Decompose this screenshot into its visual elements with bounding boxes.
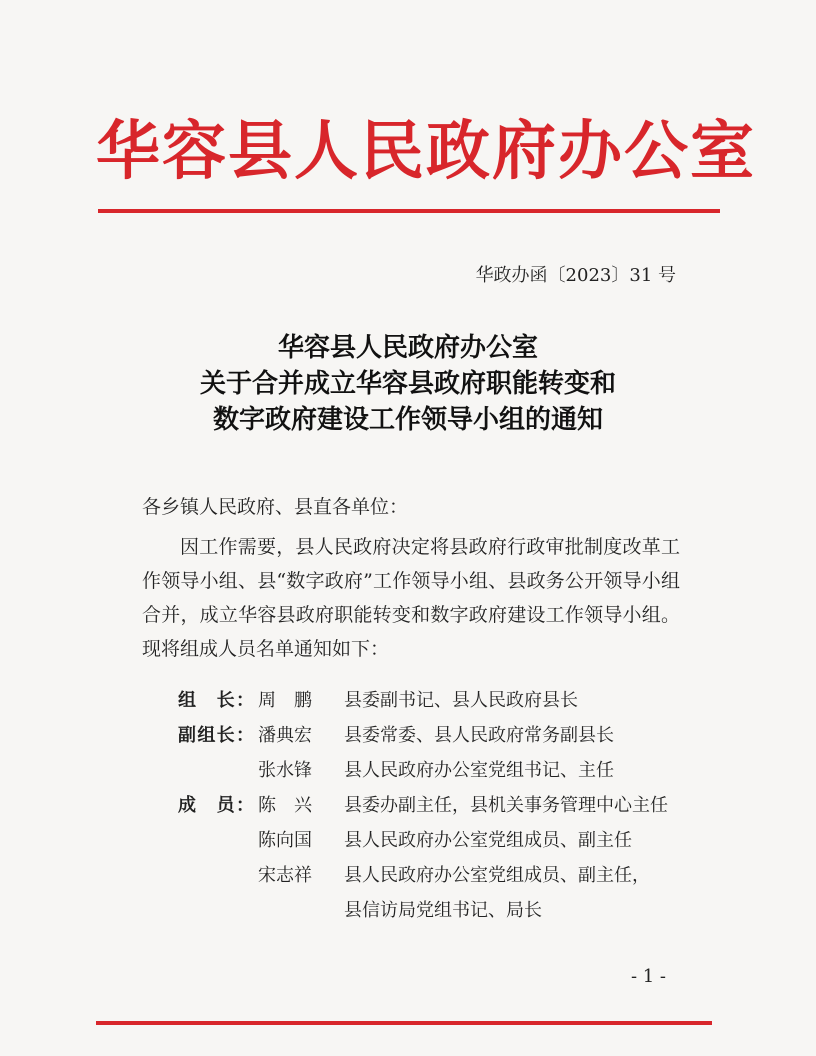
notice-title bbox=[96, 330, 720, 438]
roster-role: 组 长： bbox=[178, 690, 254, 711]
roster-name: 陈向国 bbox=[258, 830, 312, 851]
roster-role: 副组长： bbox=[178, 725, 254, 746]
roster-row bbox=[178, 788, 688, 823]
roster-role bbox=[178, 893, 258, 928]
roster-row bbox=[178, 683, 688, 718]
masthead-agency-name: 华容县人民政府办公室 bbox=[96, 115, 756, 189]
page-number: - 1 - bbox=[630, 966, 666, 987]
roster-role bbox=[178, 858, 258, 893]
roster-name bbox=[258, 893, 344, 928]
title-line: 华容县人民政府办公室 bbox=[277, 333, 538, 363]
title-line: 关于合并成立华容县政府职能转变和 bbox=[199, 369, 616, 399]
roster-name: 张水锋 bbox=[258, 760, 312, 781]
roster-row bbox=[178, 753, 688, 788]
roster-role bbox=[178, 823, 258, 858]
roster-duty: 县信访局党组书记、局长 bbox=[344, 900, 542, 921]
masthead-red-rule bbox=[98, 209, 720, 213]
salutation: 各乡镇人民政府、县直各单位： bbox=[142, 496, 409, 518]
roster-name: 宋志祥 bbox=[258, 865, 312, 886]
roster-duty: 县人民政府办公室党组成员、副主任 bbox=[344, 830, 632, 851]
roster-row bbox=[178, 858, 688, 893]
roster-name: 陈 兴 bbox=[258, 795, 312, 816]
roster-duty: 县委办副主任，县机关事务管理中心主任 bbox=[344, 795, 668, 816]
member-roster bbox=[178, 683, 688, 928]
notice-body bbox=[142, 490, 680, 666]
roster-row bbox=[178, 718, 688, 753]
roster-role bbox=[178, 753, 258, 788]
body-paragraph: 因工作需要，县人民政府决定将县政府行政审批制度改革工作领导小组、县“数字政府”工作领导小组、县政务公开领导小组合并，成立华容县政府职能转变和数字政府建设工作领导小组。现将组成人员名单通知如下： bbox=[142, 536, 680, 660]
roster-row bbox=[178, 823, 688, 858]
document-number: 华政办函〔2023〕31 号 bbox=[475, 265, 676, 286]
roster-duty: 县委副书记、县人民政府县长 bbox=[344, 690, 578, 711]
footer-red-rule bbox=[96, 1021, 712, 1025]
roster-role: 成 员： bbox=[178, 795, 254, 816]
roster-name: 周 鹏 bbox=[258, 690, 312, 711]
roster-duty: 县人民政府办公室党组书记、主任 bbox=[344, 760, 614, 781]
title-line: 数字政府建设工作领导小组的通知 bbox=[212, 405, 603, 435]
roster-row bbox=[178, 893, 688, 928]
roster-duty: 县委常委、县人民政府常务副县长 bbox=[344, 725, 614, 746]
roster-duty: 县人民政府办公室党组成员、副主任， bbox=[344, 865, 650, 886]
roster-name: 潘典宏 bbox=[258, 725, 312, 746]
